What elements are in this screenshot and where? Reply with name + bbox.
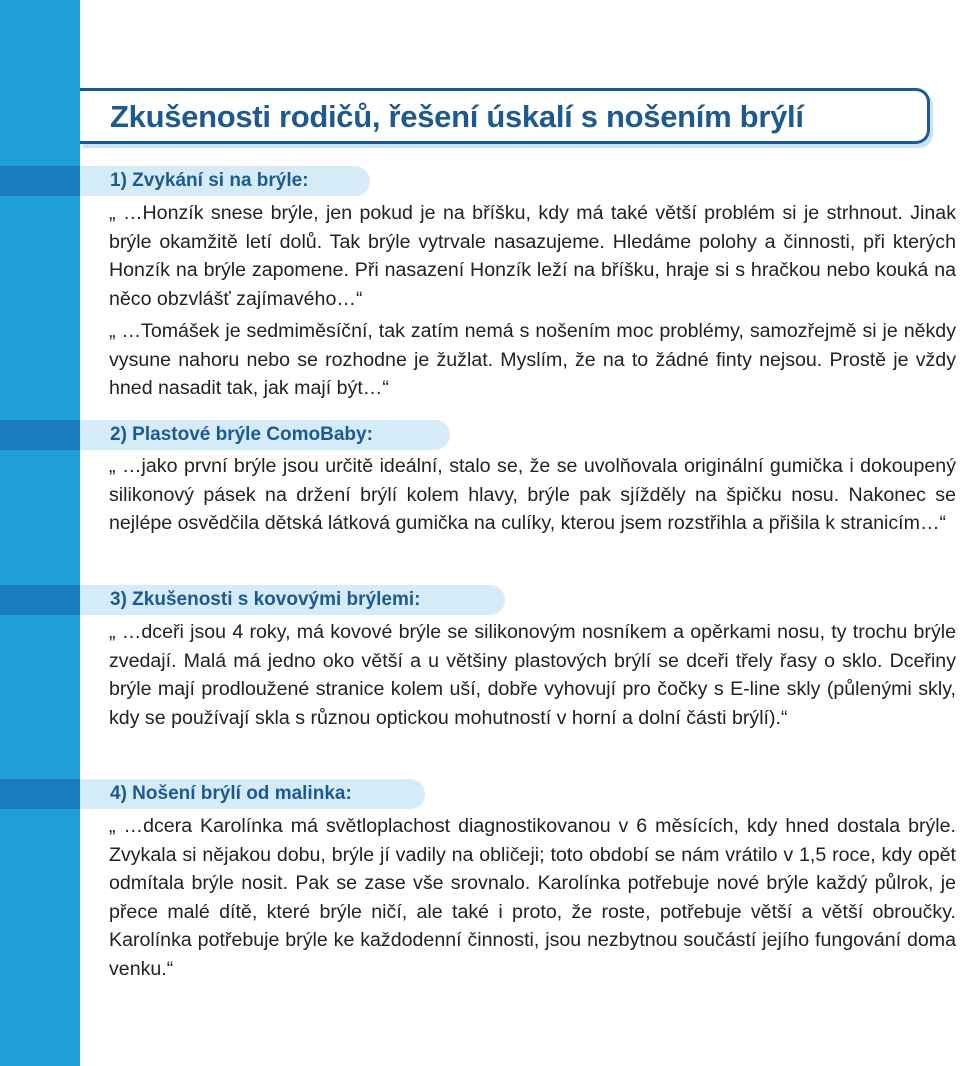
section-heading-3 bbox=[0, 585, 505, 615]
section-tab-3 bbox=[0, 585, 80, 615]
section-tab-1 bbox=[0, 166, 80, 196]
section-heading-4-label: 4) Nošení brýlí od malinka: bbox=[110, 783, 352, 804]
page-title: Zkušenosti rodičů, řešení úskalí s nošením brýlí bbox=[110, 99, 804, 134]
section-1-paragraph-1: „ …Honzík snese brýle, jen pokud je na bříšku, kdy má také větší problém si je strhnout. Jinak brýle okamžitě letí dolů. Tak brýle vytrvale nasazujeme. Hledáme polohy a činnosti, při kterých Honzík na brýle zapomene. Při nasazení Honzík leží na bříšku, hraje si s hračkou nebo kouká na něco obzvlášť zajímavého…“ bbox=[109, 202, 956, 310]
section-4-paragraph-1: „ …dcera Karolínka má světloplachost diagnostikovanou v 6 měsících, kdy hned dostala brýle. Zvykala si nějakou dobu, brýle jí vadily na obličeji; toto období se nám vrátilo v 1,5 roce, kdy opět odmítala brýle nosit. Pak se zase vše srovnalo. Karolínka potřebuje nové brýle každý půlrok, je přece malé dítě, které brýle ničí, ale také i proto, že roste, potřebuje větší a větší obroučky. Karolínka potřebuje brýle ke každodenní činnosti, jsou nezbytnou součástí jejího fungování doma venku.“ bbox=[109, 815, 956, 980]
section-heading-2 bbox=[0, 420, 450, 450]
section-heading-4 bbox=[0, 779, 425, 809]
title-box bbox=[80, 88, 930, 144]
section-heading-3-label: 3) Zkušenosti s kovovými brýlemi: bbox=[110, 589, 421, 610]
section-tab-4 bbox=[0, 779, 80, 809]
section-heading-2-label: 2) Plastové brýle ComoBaby: bbox=[110, 424, 373, 445]
section-tab-2 bbox=[0, 420, 80, 450]
section-1-paragraph-2: „ …Tomášek je sedmiměsíční, tak zatím nemá s nošením moc problémy, samozřejmě si je někdy vysune nahoru nebo se rozhodne je žužlat. Myslím, že na to žádné finty nejsou. Prostě je vždy hned nasadit tak, jak mají být…“ bbox=[109, 320, 956, 399]
section-heading-1-label: 1) Zvykání si na brýle: bbox=[110, 170, 309, 191]
section-3-paragraph-1: „ …dceři jsou 4 roky, má kovové brýle se silikonovým nosníkem a opěrkami nosu, ty trochu brýle zvedají. Malá má jedno oko větší a u většiny plastových brýlí se dceři třely řasy o sklo. Dceřiny brýle mají prodloužené stranice kolem uší, dobře vyhovují pro čočky s E-line skly (půlenými skly, kdy se používají skla s různou optickou mohutností v horní a dolní části brýlí).“ bbox=[109, 621, 956, 729]
section-2-paragraph-1: „ …jako první brýle jsou určitě ideální, stalo se, že se uvolňovala originální gumička i dokoupený silikonový pásek na držení brýlí kolem hlavy, brýle pak sjížděly na špičku nosu. Nakonec se nejlépe osvědčila dětská látková gumička na culíky, kterou jsem rozstřihla a přišila k stranicím…“ bbox=[109, 455, 956, 534]
left-color-bar bbox=[0, 0, 80, 1066]
section-heading-1 bbox=[0, 166, 370, 196]
